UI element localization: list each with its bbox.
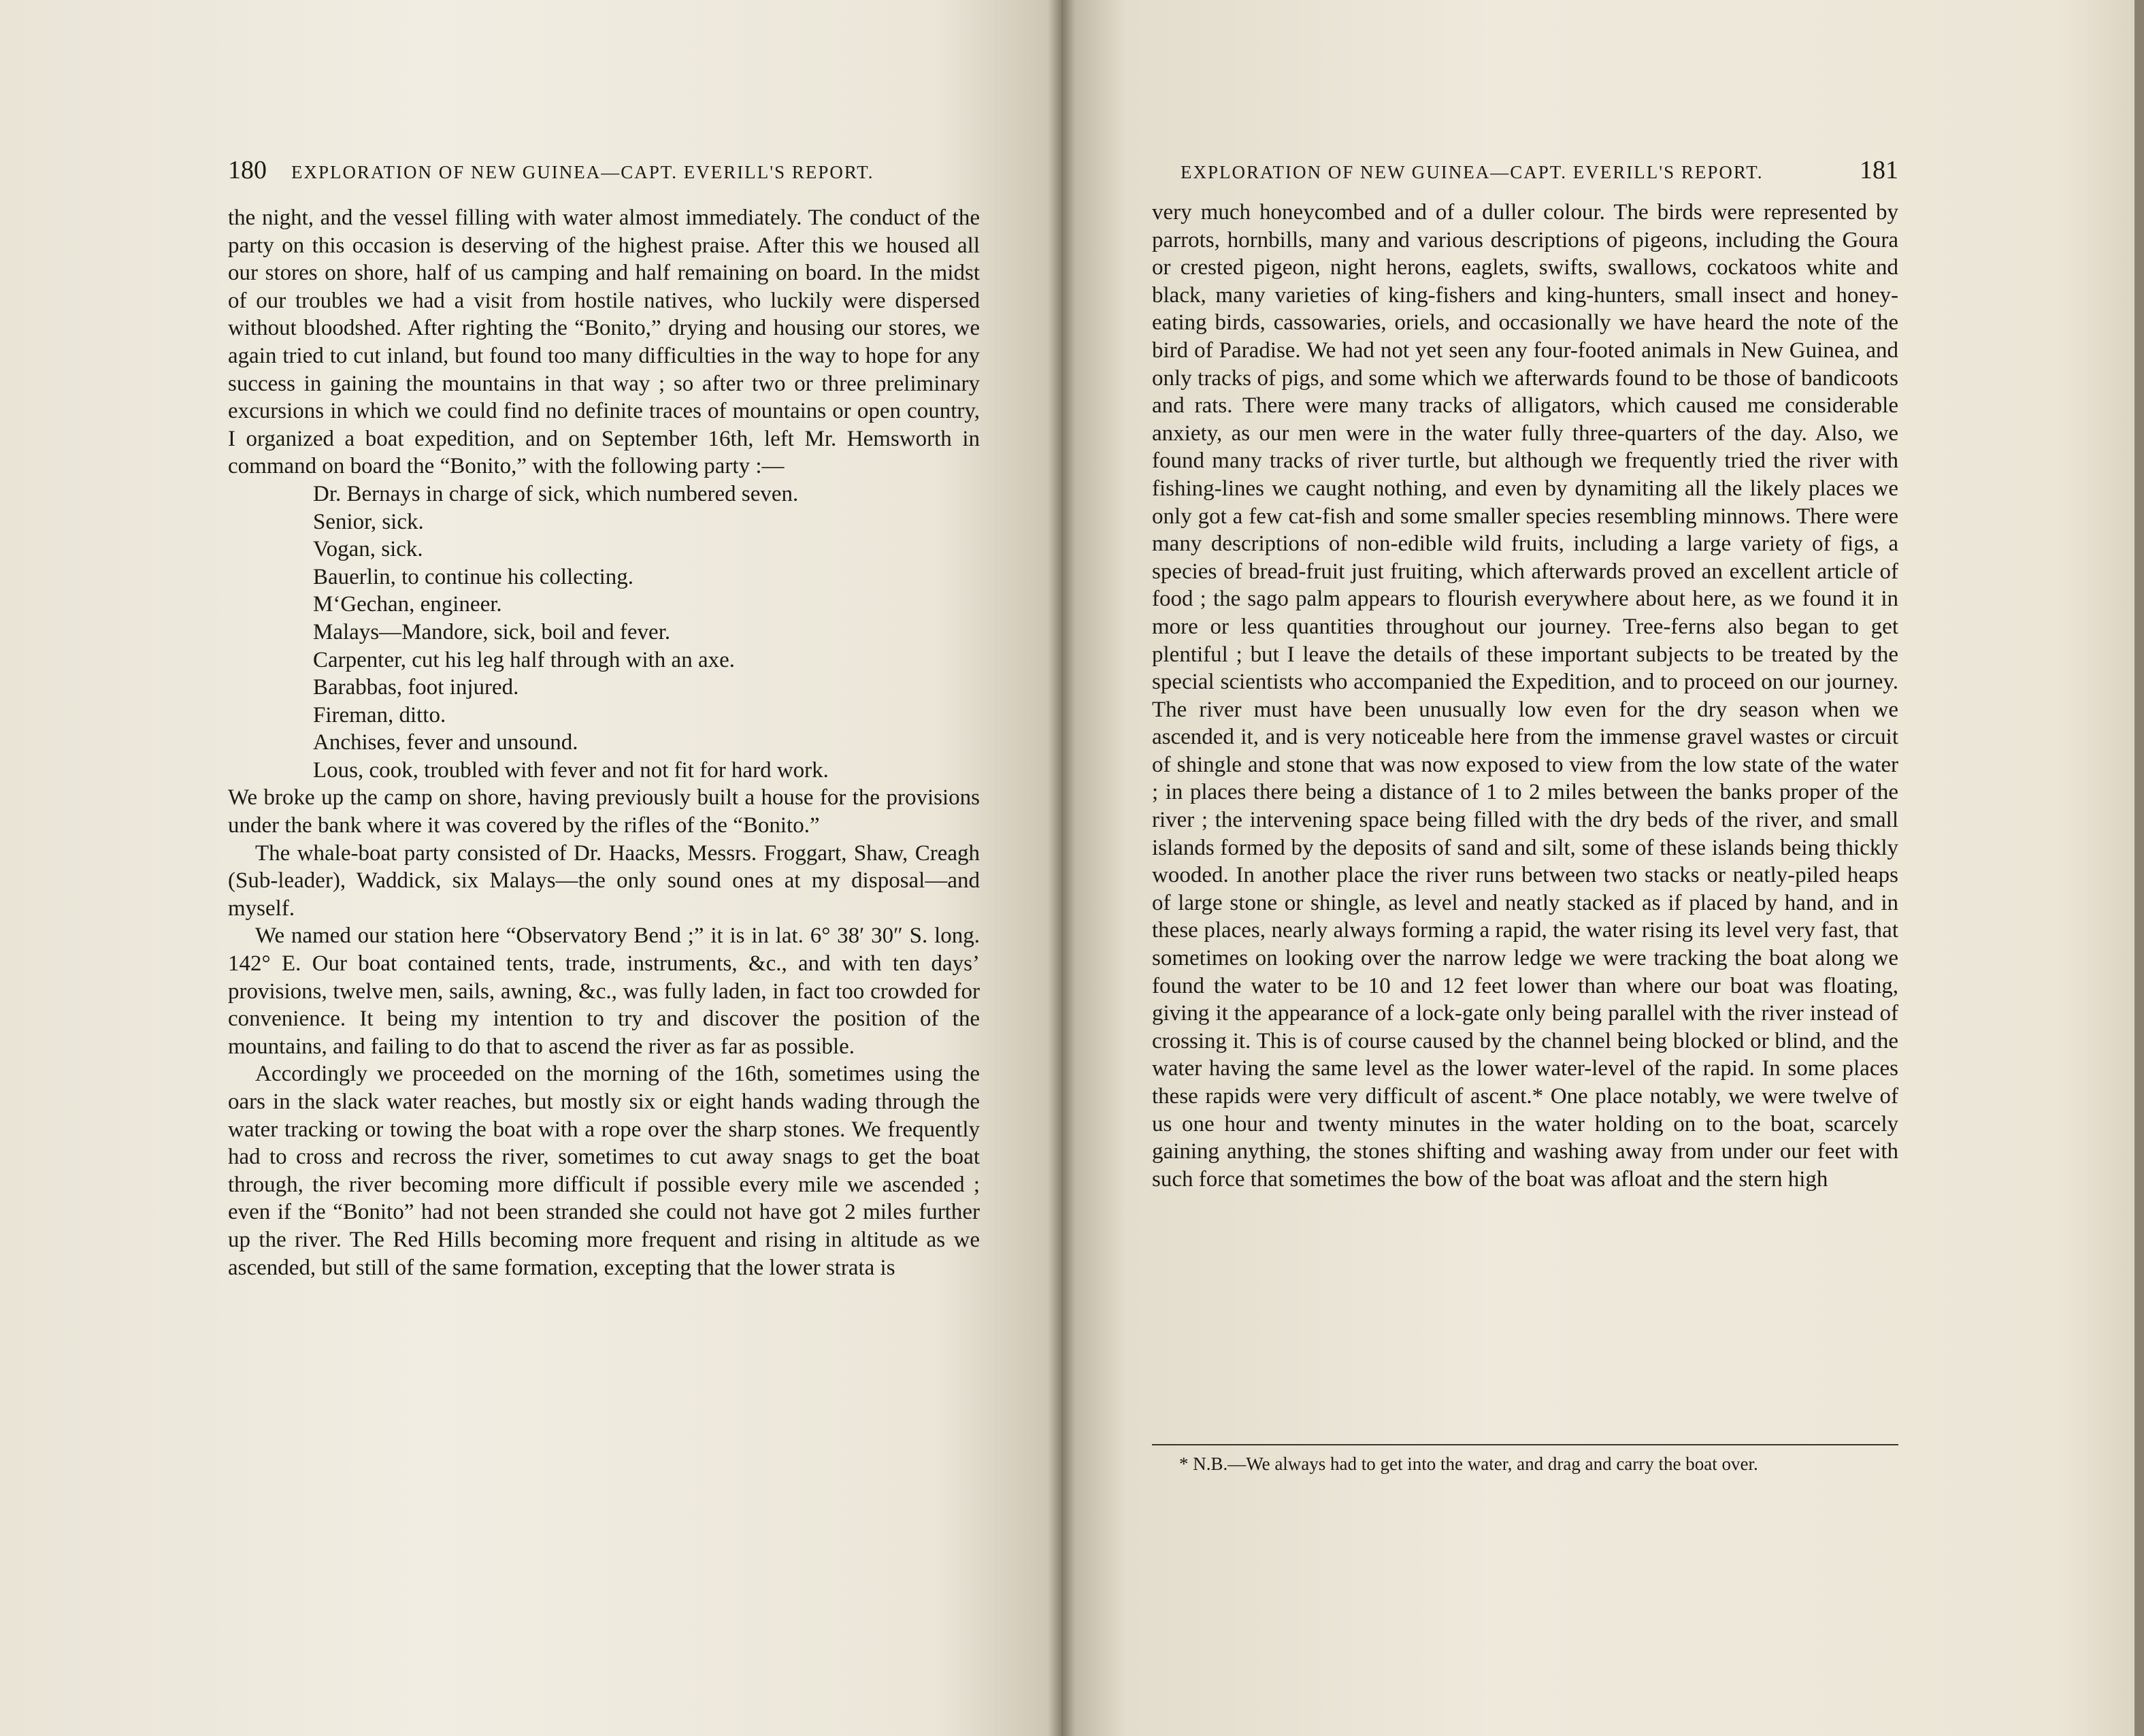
party-list-item: Dr. Bernays in charge of sick, which numbered seven. [313,481,799,506]
right-body-text [1152,199,1898,1193]
party-list-item: Fireman, ditto. [313,702,446,727]
right-page-number: 181 [1860,156,1898,184]
party-list-item: Vogan, sick. [313,537,423,562]
book-gutter [1048,0,1075,1736]
left-page [0,0,1061,1736]
party-list-item: Barabbas, foot injured. [313,675,519,700]
left-paragraph-4: We named our station here “Observatory Bend ;” it is in lat. 6° 38′ 30″ S. long. 142° E. Our boat contained tents, trade, instruments, &c., and with ten days’ provisions, twelve men, sails, awning, &c., was fully laden, in fact too crowded for convenience. It being my intention to try and discover the position of the mountains, and failing to do that to ascend the river as far as possible. [228,923,980,1059]
party-list-item: M‘Gechan, engineer. [313,592,502,617]
party-list [313,480,980,785]
party-list-item: Bauerlin, to continue his collecting. [313,564,634,589]
right-running-header [1181,155,1898,189]
party-list-item: Lous, cook, troubled with fever and not fit for hard work. [313,757,829,783]
footnote [1152,1452,1898,1475]
page-edge [2134,0,2144,1736]
footnote-text: N.B.—We always had to get into the water, and drag and carry the boat over. [1193,1454,1758,1474]
left-page-number: 180 [228,156,267,184]
left-paragraph-5: Accordingly we proceeded on the morning of the 16th, sometimes using the oars in the slack water reaches, but mostly six or eight hands wading through the water tracking or towing the boat with a rope over the sharp stones. We frequently had to cross and recross the river, sometimes to cut away snags to get the boat through, the river becoming more difficult if possible every mile we ascended ; even if the “Bonito” had not been stranded she could not have got 2 miles further up the river. The Red Hills becoming more frequent and rising in altitude as we ascended, but still of the same formation, excepting that the lower strata is [228,1062,980,1280]
party-list-item: Anchises, fever and unsound. [313,730,578,755]
right-paragraph-1: very much honeycombed and of a duller colour. The birds were represented by parrots, hornbills, many and various descriptions of pigeons, including the Goura or crested pigeon, night herons, eaglets, swifts, swallows, cockatoos white and black, many varieties of king-fishers and king-hunters, small insect and honey-eating birds, cassowaries, oriels, and occasionally we have heard the note of the bird of Paradise. We had not yet seen any four-footed animals in New Guinea, and only tracks of pigs, and some which we afterwards found to be those of bandicoots and rats. There were many tracks of alligators, which caused me considerable anxiety, as our men were in the water fully three-quarters of the day. Also, we found many tracks of river turtle, but although we frequently tried the river with fishing-lines we caught nothing, and even by dynamiting all the likely places we only got a few cat-fish and some smaller species resembling minnows. There were many descriptions of non-edible wild fruits, including a large variety of figs, a species of bread-fruit just fruiting, which afterwards proved an excellent article of food ; the sago palm appears to flourish everywhere about here, as we found it in more or less quantities throughout our journey. Tree-ferns also began to get plentiful ; but I leave the details of these important subjects to be treated by the special scientists who accompanied the Expedition, and to proceed on our journey. The river must have been unusually low even for the dry season when we ascended it, and is very noticeable here from the immense gravel wastes or circuit of shingle and stone that was now exposed to view from the low state of the water ; in places there being a distance of 1 to 2 miles between the banks proper of the river ; the intervening space being filled with the dry beds of the river, and small islands formed by the deposits of sand and silt, some of these islands being thickly wooded. In another place the river runs between two stacks or neatly-piled heaps of large stone or shingle, as level and neatly stacked as if placed by hand, and in these places, nearly always forming a rapid, the water rising its level very fast, that sometimes on looking over the narrow ledge we were tracking the boat along we found the water to be 10 and 12 feet lower than where our boat was floating, giving it the appearance of a lock-gate only being parallel with the river instead of crossing it. This is of course caused by the channel being blocked or blind, and the water having the same level as the lower water-level of the rapid. In some places these rapids were very difficult of ascent.* One place notably, we were twelve of us one hour and twenty minutes in the water holding on to the boat, scarcely gaining anything, the stones shifting and washing away from under our feet with such force that sometimes the bow of the boat was afloat and the stern high [1152,200,1898,1192]
party-list-item: Senior, sick. [313,509,424,534]
right-running-head: EXPLORATION OF NEW GUINEA—CAPT. EVERILL'S REPORT. [1181,162,1764,182]
party-list-item: Carpenter, cut his leg half through with an axe. [313,647,735,672]
footnote-divider [1152,1444,1898,1445]
party-list-item: Malays—Mandore, sick, boil and fever. [313,619,671,644]
left-paragraph-1: the night, and the vessel filling with water almost immediately. The conduct of the party on this occasion is deserving of the highest praise. After this we housed all our stores on shore, half of us camping and half remaining on board. In the midst of our troubles we had a visit from hostile natives, who luckily were dispersed without bloodshed. After righting the “Bonito,” drying and housing our stores, we again tried to cut inland, but found too many difficulties in the way to hope for any success in gaining the mountains in that way ; so after two or three preliminary excursions in which we could find no definite traces of mountains or open country, I organized a boat expedition, and on September 16th, left Mr. Hemsworth in command on board the “Bonito,” with the following party :— [228,206,980,479]
left-paragraph-2: We broke up the camp on shore, having previously built a house for the provisions under the bank where it was covered by the rifles of the “Bonito.” [228,785,980,838]
footnote-mark: * [1179,1454,1189,1474]
left-running-head: EXPLORATION OF NEW GUINEA—CAPT. EVERILL'S REPORT. [291,162,874,182]
left-body-text [228,204,980,1281]
left-paragraph-3: The whale-boat party consisted of Dr. Haacks, Messrs. Froggart, Shaw, Creagh (Sub-leader), Waddick, six Malays—the only sound ones at my disposal—and myself. [228,840,980,921]
left-running-header [228,155,980,189]
